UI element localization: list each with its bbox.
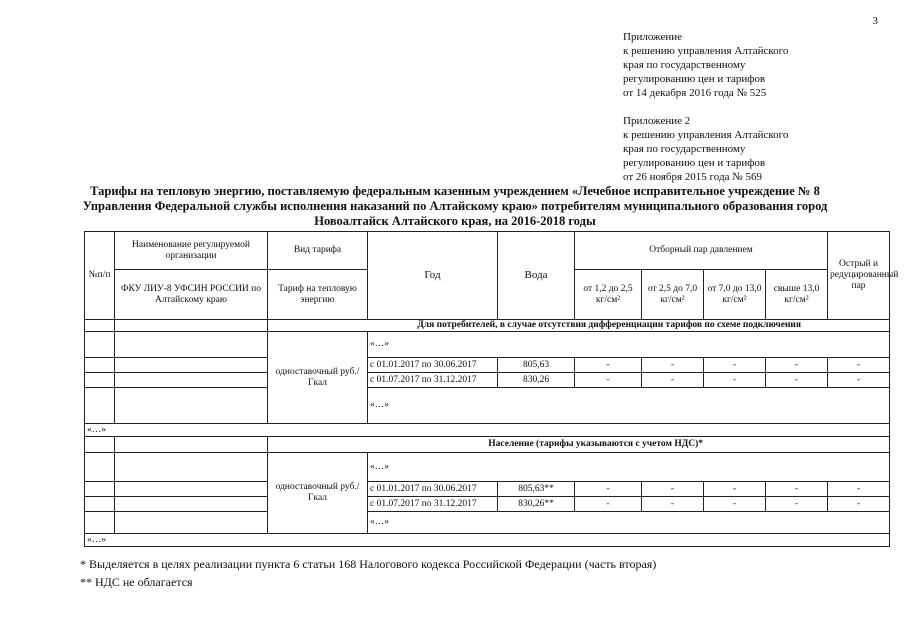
section2-p1: - (575, 497, 642, 512)
section1-p4: - (766, 358, 828, 373)
section1-ellipsis-bottom: «…» (368, 388, 890, 424)
ellipsis-row: «…» (85, 534, 890, 547)
header-p2: от 2,5 до 7,0 кг/см² (642, 270, 704, 320)
title-line: Новоалтайск Алтайского края, на 2016-2018 годы (314, 214, 596, 228)
section1-water: 805,63 (498, 358, 575, 373)
section2-period: с 01.01.2017 по 30.06.2017 (368, 482, 498, 497)
section1-p2: - (642, 358, 704, 373)
header-p3: от 7,0 до 13,0 кг/см² (704, 270, 766, 320)
title-line: Управления Федеральной службы исполнения наказаний по Алтайскому краю» потребителям муниципального образования город (82, 199, 828, 213)
section2-p3: - (704, 497, 766, 512)
appendix-line: от 14 декабря 2016 года № 525 (623, 87, 767, 99)
section1-ellipsis-top: «…» (368, 332, 890, 358)
appendix-line: края по государственному (623, 59, 746, 71)
section2-p4: - (766, 497, 828, 512)
header-steam: Отборный пар давлением (575, 232, 828, 270)
section2-p1: - (575, 482, 642, 497)
appendix-line: к решению управления Алтайского (623, 45, 789, 57)
org-tariff-type: Тариф на тепловую энергию (268, 270, 368, 320)
section2-p4: - (766, 482, 828, 497)
appendix-2 (623, 114, 788, 184)
tariff-table (84, 231, 899, 547)
section2-water: 805,63** (498, 482, 575, 497)
section2-tariff-type: одноставочный руб./Гкал (268, 453, 368, 534)
section1-period: с 01.07.2017 по 31.12.2017 (368, 373, 498, 388)
section1-tariff-type: одноставочный руб./Гкал (268, 332, 368, 424)
appendix-line: края по государственному (623, 143, 746, 155)
section1-p1: - (575, 358, 642, 373)
section2-ellipsis-bottom: «…» (368, 512, 890, 534)
section2-ellipsis-top: «…» (368, 453, 890, 482)
section2-heading: Население (тарифы указываются с учетом НДС)* (268, 437, 890, 453)
section2-period: с 01.07.2017 по 31.12.2017 (368, 497, 498, 512)
appendix-line: Приложение 2 (623, 115, 691, 127)
header-year: Год (368, 232, 498, 320)
header-org: Наименование регулируемой организации (115, 232, 268, 270)
section1-p3: - (704, 373, 766, 388)
section1-period: с 01.01.2017 по 30.06.2017 (368, 358, 498, 373)
section2-water: 830,26** (498, 497, 575, 512)
section1-p2: - (642, 373, 704, 388)
header-num: №п/п (85, 232, 115, 320)
appendix-1 (623, 30, 788, 100)
header-sharp: Острый и редуцированный пар (828, 232, 890, 320)
section2-p2: - (642, 497, 704, 512)
header-water: Вода (498, 232, 575, 320)
section2-p2: - (642, 482, 704, 497)
title-line: Тарифы на тепловую энергию, поставляемую федеральным казенным учреждением «Лечебное исправительное учреждение № 8 (90, 184, 820, 198)
section1-sharp: - (828, 358, 890, 373)
footnote-1: * Выделяется в целях реализации пункта 6 статьи 168 Налогового кодекса Российской Федерации (часть вторая) (80, 557, 657, 571)
section2-sharp: - (828, 497, 890, 512)
document-title (60, 184, 850, 229)
section1-p3: - (704, 358, 766, 373)
section1-water: 830,26 (498, 373, 575, 388)
footnote-2: ** НДС не облагается (80, 575, 193, 589)
appendix-line: Приложение (623, 31, 683, 43)
header-p1: от 1,2 до 2,5 кг/см² (575, 270, 642, 320)
section2-sharp: - (828, 482, 890, 497)
header-p4: свыше 13,0 кг/см² (766, 270, 828, 320)
org-name: ФКУ ЛИУ-8 УФСИН РОССИИ по Алтайскому краю (115, 270, 268, 320)
section1-heading: Для потребителей, в случае отсутствия дифференциации тарифов по схеме подключения (268, 320, 890, 332)
header-type: Вид тарифа (268, 232, 368, 270)
section1-p4: - (766, 373, 828, 388)
page-number: 3 (872, 15, 878, 27)
appendix-line: регулированию цен и тарифов (623, 73, 766, 85)
appendix-line: к решению управления Алтайского (623, 129, 789, 141)
appendix-line: регулированию цен и тарифов (623, 157, 766, 169)
section1-p1: - (575, 373, 642, 388)
ellipsis-row: «…» (85, 424, 890, 437)
appendix-line: от 26 ноября 2015 года № 569 (623, 171, 762, 183)
section1-sharp: - (828, 373, 890, 388)
section2-p3: - (704, 482, 766, 497)
